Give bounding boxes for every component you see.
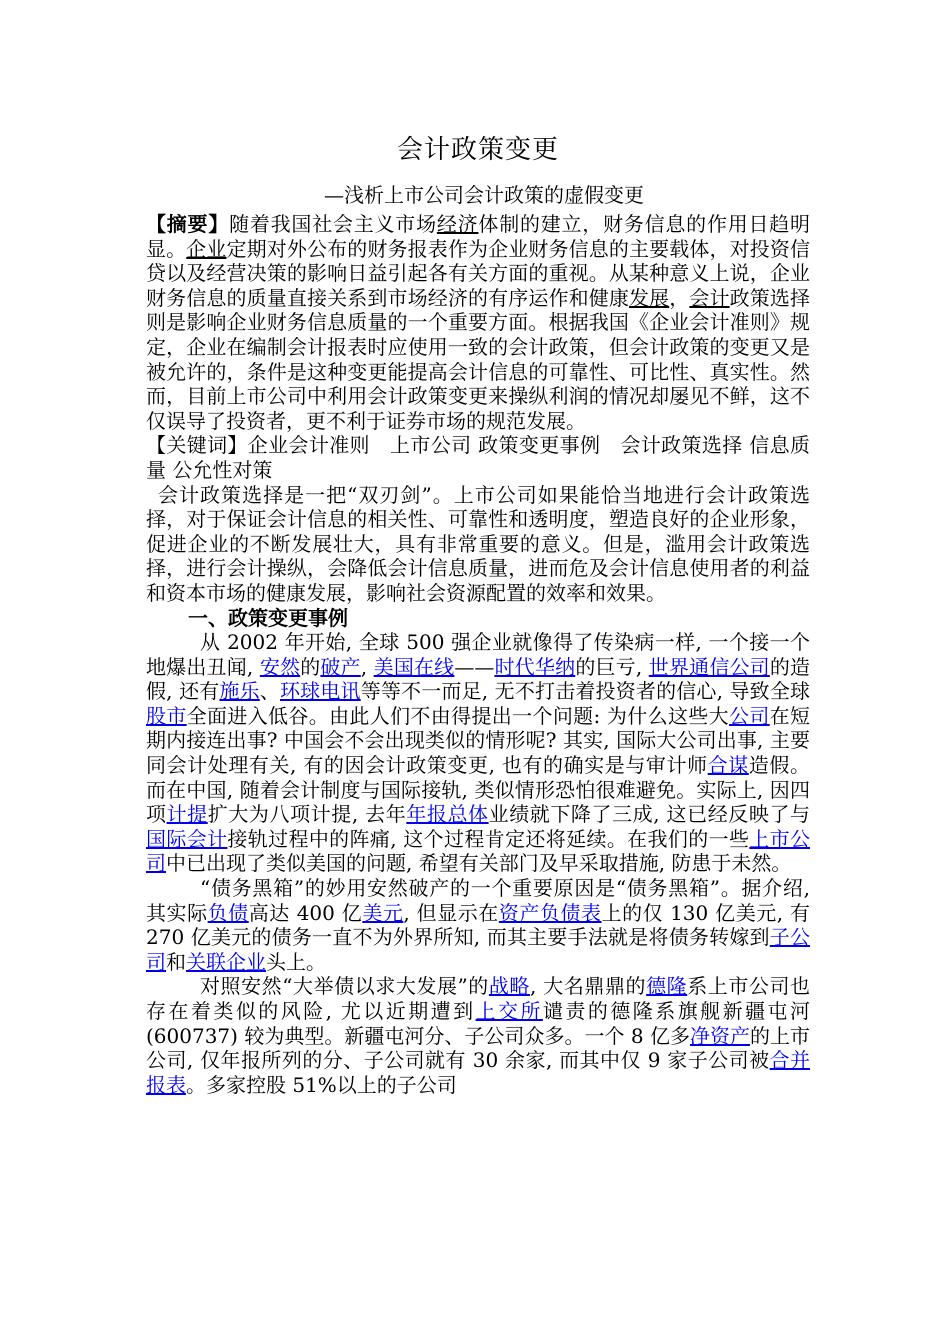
inline-link[interactable]: 资产负债表 xyxy=(498,900,602,925)
inline-link[interactable]: 子公司 xyxy=(146,925,810,974)
inline-link[interactable]: 环球电讯 xyxy=(279,679,361,704)
inline-link[interactable]: 上市公司 xyxy=(146,826,811,876)
inline-link[interactable]: 时代华纳 xyxy=(494,654,576,679)
inline-link[interactable]: 合谋 xyxy=(707,753,749,778)
abstract-label: 【摘要】 xyxy=(146,212,230,236)
inline-underlined-term[interactable]: 企业 xyxy=(186,236,227,261)
inline-link[interactable]: 战略 xyxy=(488,974,530,999)
inline-link[interactable]: 负债 xyxy=(207,900,249,925)
document-title: 会计政策变更 xyxy=(396,135,559,165)
inline-link[interactable]: 美国在线 xyxy=(373,654,455,679)
abstract-paragraph xyxy=(146,212,810,433)
inline-link[interactable]: 施乐 xyxy=(219,679,260,704)
inline-link[interactable]: 净资产 xyxy=(689,1023,750,1048)
inline-link[interactable]: 安然 xyxy=(259,654,301,679)
keywords-line: 【关键词】企业会计准则 上市公司 政策变更事例 会计政策选择 信息质量 公允性对策 xyxy=(146,433,810,482)
inline-underlined-term[interactable]: 会计 xyxy=(689,285,730,310)
document-subtitle: —浅析上市公司会计政策的虚假变更 xyxy=(324,183,644,207)
body-paragraph-2: “债务黑箱”的妙用安然破产的一个重要原因是“债务黑箱”。据介绍, 其实际负债高达 400 亿美元, 但显示在资产负债表上的仅 130 亿美元, 有 270 亿美元的债务一直不为外界所知, 而其主要手法就是将债务转嫁到子公司和关联企业头上。 xyxy=(146,876,811,974)
document-page xyxy=(146,128,810,1097)
inline-link[interactable]: 计提 xyxy=(166,802,208,827)
inline-link[interactable]: 国际会计 xyxy=(146,826,228,851)
inline-underlined-term[interactable]: 发展 xyxy=(629,285,670,310)
inline-link[interactable]: 公司 xyxy=(728,703,770,728)
inline-underlined-term[interactable]: 经济 xyxy=(436,212,479,236)
inline-link[interactable]: 上交所 xyxy=(475,999,543,1023)
inline-link[interactable]: 合并报表 xyxy=(146,1048,810,1097)
section-heading: 一、政策变更事例 xyxy=(188,605,348,630)
abstract-text: 随着我国社会主义市场经济体制的建立，财务信息的作用日趋明显。企业定期对外公布的财务报表作为企业财务信息的主要载体，对投资信贷以及经营决策的影响日益引起各有关方面的重视。从某种意义上说，企业财务信息的质量直接关系到市场经济的有序运作和健康发展，会计政策选择则是影响企业财务信息质量的一个重要方面。根据我国《企业会计准则》规定，企业在编制会计报表时应使用一致的会计政策，但会计政策的变更又是被允许的，条件是这种变更能提高会计信息的可靠性、可比性、真实性。然而，目前上市公司中利用会计政策变更来操纵利润的情况却屡见不鲜，这不仅误导了投资者，更不利于证券市场的规范发展。 xyxy=(146,212,811,433)
inline-link[interactable]: 世界通信公司 xyxy=(648,654,770,679)
body-paragraph-3: 对照安然“大举债以求大发展”的战略, 大名鼎鼎的德隆系上市公司也存在着类似的风险, 尤以近期遭到上交所谴责的德隆系旗舰新疆屯河 (600737) 较为典型。新疆屯河分、子公司众多。一个 8 亿多净资产的上市公司, 仅年报所列的分、子公司就有 30 余家, 而其中仅 9 家子公司被合并报表。多家控股 51%以上的子公司 xyxy=(146,974,811,1097)
intro-paragraph: 会计政策选择是一把“双刃剑”。上市公司如果能恰当地进行会计政策选择，对于保证会计信息的相关性、可靠性和透明度，塑造良好的企业形象，促进企业的不断发展壮大，具有非常重要的意义。但是，滥用会计政策选择，进行会计操纵，会降低会计信息质量，进而危及会计信息使用者的利益和资本市场的健康发展，影响社会资源配置的效率和效果。 xyxy=(146,482,810,605)
inline-link[interactable]: 股市 xyxy=(146,703,187,728)
inline-link[interactable]: 关联企业 xyxy=(186,949,266,974)
inline-link[interactable]: 年报总体 xyxy=(406,802,489,827)
inline-link[interactable]: 破产 xyxy=(320,654,361,679)
inline-link[interactable]: 美元 xyxy=(362,900,404,925)
inline-link[interactable]: 德隆 xyxy=(646,974,688,999)
body-paragraph-1: 从 2002 年开始, 全球 500 强企业就像得了传染病一样, 一个接一个地爆出丑闻, 安然的破产, 美国在线——时代华纳的巨亏, 世界通信公司的造假, 还有施乐、环球电讯等等不一而足, 无不打击着投资者的信心, 导致全球股市全面进入低谷。由此人们不由得提出一个问题: 为什么这些大公司在短期内接连出事? 中国会不会出现类似的情形呢? 其实, 国际大公司出事, 主要同会计处理有关, 有的因会计政策变更, 也有的确实是与审计师合谋造假。而在中国, 随着会计制度与国际接轨, 类似情形恐怕很难避免。实际上, 因四项计提扩大为八项计提, 去年年报总体业绩就下降了三成, 这已经反映了与国际会计接轨过程中的阵痛, 这个过程肯定还将延续。在我们的一些上市公司中已出现了类似美国的问题, 希望有关部门及早采取措施, 防患于未然。 xyxy=(146,630,811,876)
